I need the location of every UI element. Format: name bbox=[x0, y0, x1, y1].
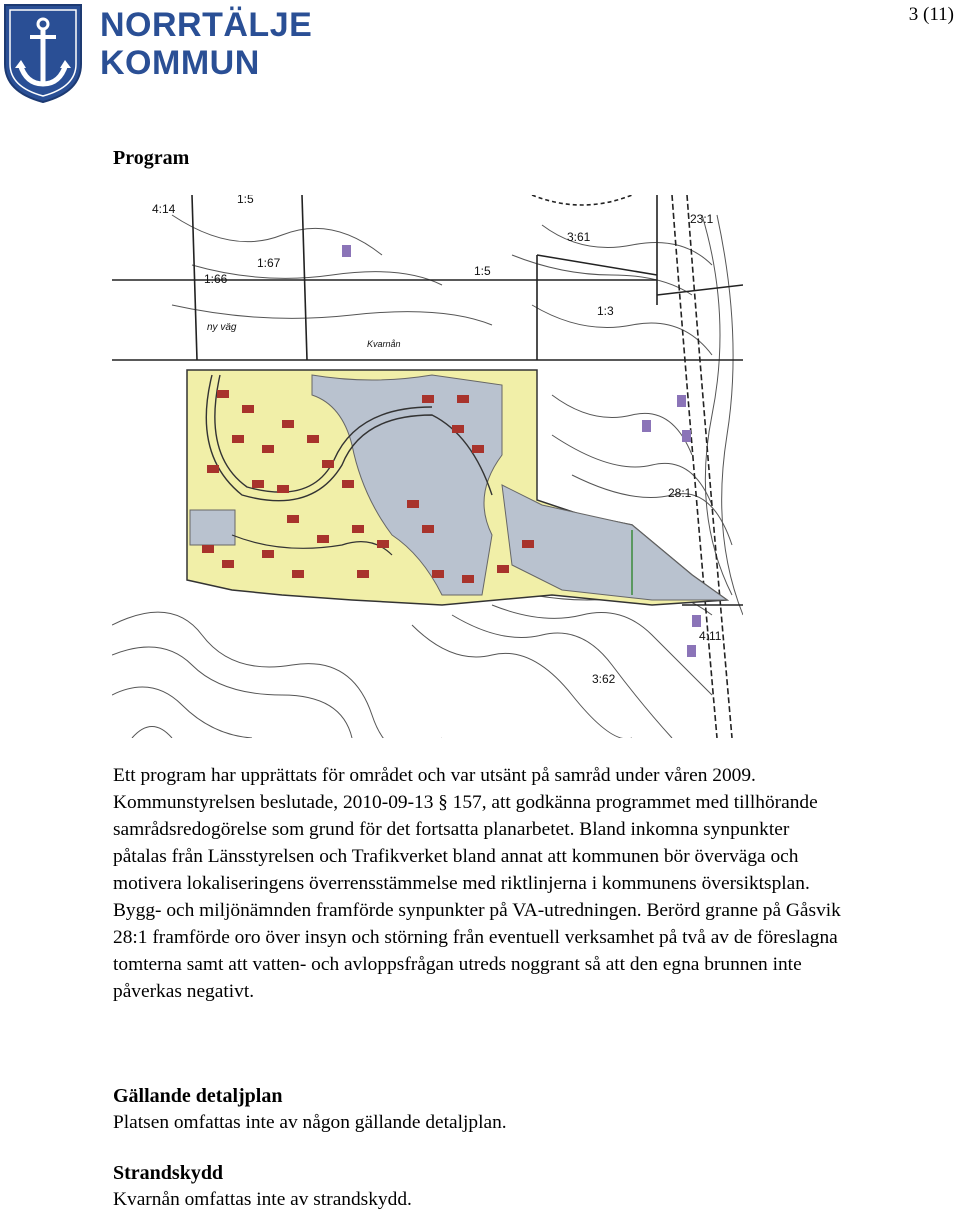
map-label: 4:14 bbox=[152, 202, 176, 216]
detaljplan-text: Platsen omfattas inte av någon gällande detaljplan. bbox=[113, 1112, 507, 1133]
strandskydd-heading: Strandskydd bbox=[113, 1162, 224, 1184]
municipality-logo bbox=[0, 0, 313, 110]
logo-line-1: NORRTÄLJE bbox=[100, 6, 313, 44]
program-heading: Program bbox=[113, 147, 190, 169]
map-label: 23:1 bbox=[690, 212, 714, 226]
anchor-shield-icon bbox=[2, 2, 84, 104]
program-map bbox=[112, 195, 743, 738]
map-label: 3:61 bbox=[567, 230, 591, 244]
program-text-part-1: Ett program har upprättats för området och var utsänt på samråd under våren 2009. Kommunstyrelsen beslutade, 2010-09-13 bbox=[113, 765, 756, 813]
map-label: 1:66 bbox=[204, 272, 228, 286]
logo-wordmark bbox=[100, 6, 312, 82]
map-label: 4:11 bbox=[699, 629, 722, 643]
map-label: Kvarnån bbox=[367, 339, 401, 349]
detaljplan-heading: Gällande detaljplan bbox=[113, 1085, 283, 1107]
map-label: 1:67 bbox=[257, 256, 281, 270]
page-number: 3 (11) bbox=[908, 4, 954, 25]
map-label: 28:1 bbox=[668, 486, 692, 500]
program-paragraph bbox=[113, 762, 843, 1005]
section-symbol: § bbox=[438, 792, 448, 813]
map-label: 3:62 bbox=[592, 672, 616, 686]
program-text-part-2: 157, att godkänna programmet med tillhörande samrådsredogörelse som grund för det fortsatta planarbetet. Bland inkomna synpunkter påtalas från Länsstyrelsen och Trafikverket bland annat att kommunen bör överväga och motivera lokaliseringens överrensstämmelse med riktlinjerna i kommunens översiktsplan. Bygg- och miljönämnden framförde synpunkter på VA-utredningen. Berörd granne på Gåsvik 28:1 framförde oro över insyn och störning från eventuell verksamhet på två av de föreslagna tomterna samt att vatten- och avloppsfrågan utreds noggrant så att den egna brunnen inte påverkas negativt. bbox=[113, 792, 841, 1002]
map-label: 1:5 bbox=[237, 195, 254, 206]
strandskydd-text: Kvarnån omfattas inte av strandskydd. bbox=[113, 1189, 412, 1210]
logo-line-2: KOMMUN bbox=[100, 44, 260, 82]
map-label: 1:3 bbox=[597, 304, 614, 318]
map-label: 1:5 bbox=[474, 264, 491, 278]
map-label: ny väg bbox=[207, 322, 237, 333]
